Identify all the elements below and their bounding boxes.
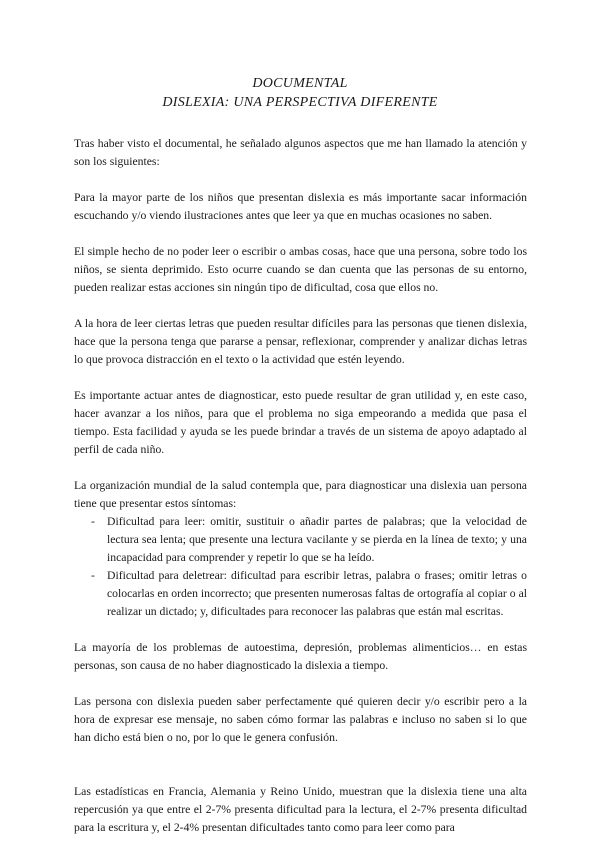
- bullet-text-reading: Dificultad para leer: omitir, sustituir o añadir partes de palabras; que la velocidad de lectura sea lenta; que presente una lectura vacilante y se pierda en la línea de texto; y una incapacidad para comprender y repetir lo que se ha leído.: [107, 515, 527, 564]
- paragraph-depression: El simple hecho de no poder leer o escribir o ambas cosas, hace que una persona, sobre todo los niños, se sienta deprimido. Esto ocurre cuando se dan cuenta que las personas de su entorno, pueden realizar estas acciones sin ningún tipo de dificultad, cosa que ellos no.: [74, 245, 527, 294]
- bullet-text-spelling: Dificultad para deletrear: dificultad para escribir letras, palabra o frases; omitir letras o colocarlas en orden incorrecto; que presenten numerosas faltas de ortografía al copiar o al realizar un dictado; y, dificultades para reconocer las palabras que están mal escritas.: [107, 569, 527, 618]
- list-item: [74, 513, 527, 567]
- paragraph-self-esteem: La mayoría de los problemas de autoestima, depresión, problemas alimenticios… en estas personas, son causa de no haber diagnosticado la dislexia a tiempo.: [74, 641, 527, 672]
- bullet-dash: -: [91, 515, 95, 528]
- paragraph-intro: Tras haber visto el documental, he señalado algunos aspectos que me han llamado la atención y son los siguientes:: [74, 137, 527, 168]
- paragraph-difficult-letters: A la hora de leer ciertas letras que pueden resultar difíciles para las personas que tienen dislexia, hace que la persona tenga que pararse a pensar, reflexionar, comprender y analizar dichas letras lo que provoca distracción en el texto o la actividad que estén leyendo.: [74, 317, 527, 366]
- symptoms-intro: La organización mundial de la salud contempla que, para diagnosticar una dislexia uan persona tiene que presentar estos síntomas:: [74, 479, 527, 510]
- symptoms-list: [74, 513, 527, 621]
- paragraph-statistics: Las estadísticas en Francia, Alemania y Reino Unido, muestran que la dislexia tiene una alta repercusión ya que entre el 2-7% presenta dificultad para la lectura, el 2-7% presenta dificultad para la escritura y, el 2-4% presentan dificultades tanto como para leer como para: [74, 785, 527, 834]
- paragraph-who-symptoms: [74, 477, 527, 621]
- list-item: [74, 567, 527, 621]
- paragraph-act-early: Es importante actuar antes de diagnosticar, esto puede resultar de gran utilidad y, en este caso, hacer avanzar a los niños, para que el problema no siga empeorando a medida que pasa el tiempo. Esta facilidad y ayuda se les puede brindar a través de un sistema de apoyo adaptado al perfil de cada niño.: [74, 389, 527, 456]
- paragraph-information: Para la mayor parte de los niños que presentan dislexia es más importante sacar información escuchando y/o viendo ilustraciones antes que leer ya que en muchas ocasiones no saben.: [74, 191, 527, 222]
- document-title: DOCUMENTAL: [252, 76, 348, 91]
- paragraph-expression: Las persona con dislexia pueden saber perfectamente qué quieren decir y/o escribir pero a la hora de expresar ese mensaje, no saben cómo formar las palabras e incluso no saben si lo que han dicho está bien o no, por lo que le genera confusión.: [74, 695, 527, 744]
- document-subtitle: DISLEXIA: UNA PERSPECTIVA DIFERENTE: [162, 95, 438, 110]
- bullet-dash: -: [91, 569, 95, 582]
- document-body: [74, 135, 527, 848]
